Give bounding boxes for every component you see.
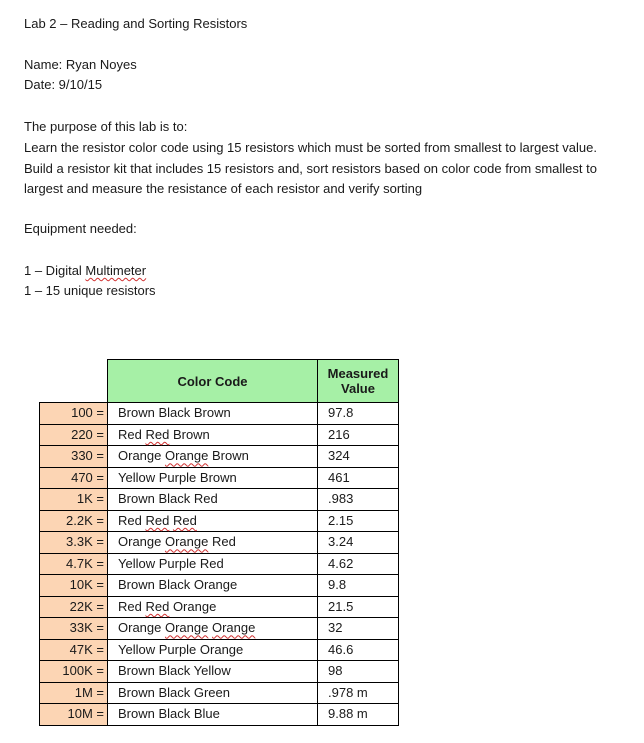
resistor-table [39, 359, 399, 726]
misspelling-mark: Red [172, 512, 197, 528]
color-code-cell: Red Red Orange [108, 596, 318, 618]
color-code-cell: Yellow Purple Brown [108, 467, 318, 489]
color-code-cell: Brown Black Brown [108, 403, 318, 425]
resistor-value-cell: 1M = [40, 682, 108, 704]
measured-value-cell: 324 [318, 446, 399, 468]
table-row [40, 661, 399, 683]
table-row [40, 446, 399, 468]
misspelling-mark: Orange [164, 448, 209, 464]
table-row [40, 489, 399, 511]
measured-value-cell: 461 [318, 467, 399, 489]
resistor-value-cell: 10M = [40, 704, 108, 726]
color-code-cell: Brown Black Orange [108, 575, 318, 597]
resistor-value-cell: 3.3K = [40, 532, 108, 554]
color-code-cell: Brown Black Green [108, 682, 318, 704]
header-color-code: Color Code [108, 360, 318, 403]
measured-value-cell: .978 m [318, 682, 399, 704]
resistor-value-cell: 47K = [40, 639, 108, 661]
table-row [40, 704, 399, 726]
color-code-cell: Red Red Red [108, 510, 318, 532]
color-code-cell: Brown Black Red [108, 489, 318, 511]
misspelling-mark: Orange [211, 620, 256, 636]
table-row [40, 575, 399, 597]
table-row [40, 424, 399, 446]
measured-value-cell: 4.62 [318, 553, 399, 575]
measured-value-cell: 97.8 [318, 403, 399, 425]
measured-value-cell: .983 [318, 489, 399, 511]
misspelling-mark: Orange [164, 620, 209, 636]
misspelling-mark: Red [145, 426, 170, 442]
date-line: Date: 9/10/15 [24, 77, 103, 92]
equipment-item: 1 – Digital Multimeter [24, 263, 147, 278]
measured-value-cell: 9.88 m [318, 704, 399, 726]
header-spacer [40, 360, 108, 403]
color-code-cell: Orange Orange Brown [108, 446, 318, 468]
color-code-cell: Orange Orange Red [108, 532, 318, 554]
misspelling-mark: Multimeter [85, 263, 147, 278]
name-line: Name: Ryan Noyes [24, 57, 137, 72]
table-row [40, 403, 399, 425]
header-measured-value: Measured Value [318, 360, 399, 403]
resistor-value-cell: 100K = [40, 661, 108, 683]
table-row [40, 510, 399, 532]
measured-value-cell: 46.6 [318, 639, 399, 661]
table-row [40, 596, 399, 618]
measured-value-cell: 9.8 [318, 575, 399, 597]
resistor-value-cell: 4.7K = [40, 553, 108, 575]
table-header-row [40, 360, 399, 403]
resistor-value-cell: 470 = [40, 467, 108, 489]
color-code-cell: Orange Orange Orange [108, 618, 318, 640]
table-row [40, 553, 399, 575]
equipment-heading: Equipment needed: [24, 221, 137, 236]
table-row [40, 618, 399, 640]
table-row [40, 467, 399, 489]
measured-value-cell: 3.24 [318, 532, 399, 554]
resistor-value-cell: 2.2K = [40, 510, 108, 532]
table-row [40, 532, 399, 554]
measured-value-cell: 32 [318, 618, 399, 640]
equipment-item: 1 – 15 unique resistors [24, 283, 156, 298]
misspelling-mark: Red [145, 512, 170, 528]
color-code-cell: Brown Black Yellow [108, 661, 318, 683]
color-code-cell: Red Red Brown [108, 424, 318, 446]
misspelling-mark: Orange [164, 534, 209, 550]
color-code-cell: Yellow Purple Red [108, 553, 318, 575]
resistor-value-cell: 10K = [40, 575, 108, 597]
misspelling-mark: Red [145, 598, 170, 614]
resistor-value-cell: 1K = [40, 489, 108, 511]
table-row [40, 639, 399, 661]
measured-value-cell: 98 [318, 661, 399, 683]
resistor-value-cell: 33K = [40, 618, 108, 640]
document-title: Lab 2 – Reading and Sorting Resistors [24, 16, 248, 31]
measured-value-cell: 2.15 [318, 510, 399, 532]
purpose-heading: The purpose of this lab is to: [24, 119, 188, 134]
resistor-value-cell: 330 = [40, 446, 108, 468]
resistor-value-cell: 100 = [40, 403, 108, 425]
color-code-cell: Yellow Purple Orange [108, 639, 318, 661]
resistor-value-cell: 22K = [40, 596, 108, 618]
purpose-text: Learn the resistor color code using 15 resistors which must be sorted from smallest to largest value. Build a resistor kit that includes 15 resistors and, sort resistors based on color code from smallest to largest and measure the resistance of each resistor and verify sorting [24, 140, 597, 196]
table-row [40, 682, 399, 704]
color-code-cell: Brown Black Blue [108, 704, 318, 726]
resistor-value-cell: 220 = [40, 424, 108, 446]
measured-value-cell: 216 [318, 424, 399, 446]
measured-value-cell: 21.5 [318, 596, 399, 618]
